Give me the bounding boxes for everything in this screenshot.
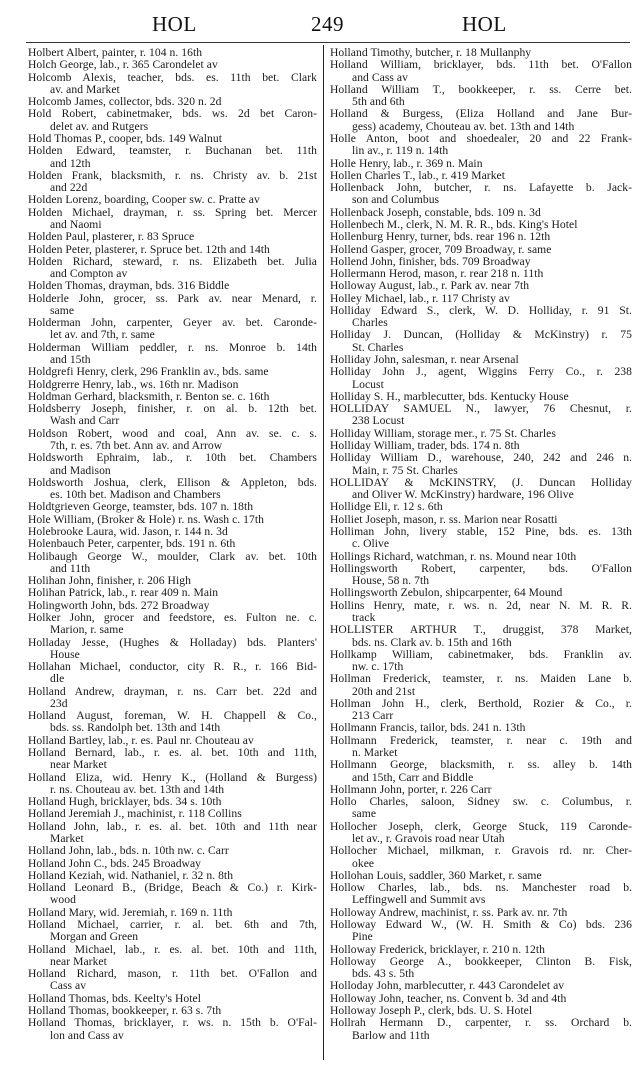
entry-continuation-line: Locust [352,377,384,391]
directory-entry [28,944,317,969]
entry-first-line: Hollermann Herod, mason, r. rear 218 n. 11th [330,267,544,281]
directory-entry [28,501,317,513]
entry-first-line: Holdman Gerhard, blacksmith, r. Benton se. c. 16th [28,389,270,403]
directory-entry [28,366,317,378]
directory-entry [330,280,632,292]
directory-entry [28,256,317,281]
entry-first-line: Holliday William D., warehouse, 240, 242 and 246 n. [330,451,632,465]
entry-first-line: Holden Frank, blacksmith, r. ns. Christy av. b. 21st [28,168,317,182]
entry-first-line: Hollocher Joseph, clerk, George Stuck, 119 Caronde- [330,819,632,833]
entry-continuation-line: and Naomi [50,217,102,231]
directory-entry [28,772,317,797]
entry-first-line: Holland William, bricklayer, bds. 11th bet. O'Fallon [330,58,632,72]
entry-first-line: Holdsworth Joshua, clerk, Ellison & Appleton, bds. [28,475,317,489]
entry-first-line: Hollings Richard, watchman, r. ns. Mound near 10th [330,549,577,563]
column-divider [323,45,324,1060]
entry-first-line: Holladay Jesse, (Hughes & Holladay) bds. Planters' [28,635,317,649]
entry-first-line: Holland & Burgess, (Eliza Holland and Jane Bur- [330,107,632,121]
entry-first-line: Hole William, (Broker & Hole) r. ns. Wash c. 17th [28,512,264,526]
entry-first-line: Hollman John H., clerk, Berthold, Rozier & Co., r. [330,696,632,710]
entry-first-line: Hollman Frederick, teamster, r. ns. Maiden Lane b. [330,672,632,686]
directory-entry [28,821,317,846]
entry-first-line: Holloway George A., bookkeeper, Clinton B. Fisk, [330,954,632,968]
entry-first-line: Holden Michael, drayman, r. ss. Spring bet. Mercer [28,205,317,219]
entry-first-line: Holdsworth Ephraim, lab., r. 10th bet. Chambers [28,451,317,465]
entry-continuation-line: av. and Market [50,82,120,96]
entry-first-line: Holland Michael, carrier, r. al. bet. 6th and 7th, [28,917,317,931]
entry-continuation-line: Leffingwell and Summit avs [352,893,486,907]
entry-continuation-line: near Market [50,954,107,968]
directory-entry [330,944,632,956]
entry-first-line: Holland Thomas, bookkeeper, r. 63 s. 7th [28,1003,222,1017]
header-left-guide-word: HOL [152,12,197,36]
entry-continuation-line: and Oliver W. McKinstry) hardware, 196 Olive [352,488,574,502]
directory-entry [28,808,317,820]
entry-continuation-line: bds. ns. Clark av. b. 15th and 16th [352,635,512,649]
entry-first-line: Hollahan Michael, conductor, city R. R., r. 166 Bid- [28,660,317,674]
directory-entry [28,845,317,857]
entry-continuation-line: dle [50,672,65,686]
directory-entry [330,673,632,698]
directory-entry [28,477,317,502]
entry-first-line: Hollidge Eli, r. 12 s. 6th [330,500,443,514]
entry-continuation-line: Barlow and 11th [352,1028,430,1042]
entry-first-line: Holcomb Alexis, teacher, bds. es. 11th bet. Clark [28,70,317,84]
entry-first-line: Hollohan Louis, saddler, 360 Market, r. same [330,868,542,882]
entry-first-line: Hollmann John, porter, r. 226 Carr [330,782,492,796]
entry-first-line: Holden Richard, steward, r. ns. Elizabeth bet. Julia [28,254,317,268]
entry-first-line: Holloday John, marblecutter, r. 443 Carondelet av [330,979,565,993]
directory-entry [330,59,632,84]
entry-first-line: Holloway August, lab., r. Park av. near 7th [330,279,530,293]
entry-continuation-line: bds. ss. Randolph bet. 13th and 14th [50,721,221,735]
entry-continuation-line: Morgan and Green [50,930,139,944]
directory-entry [330,980,632,992]
entry-continuation-line: n. Market [352,746,398,760]
directory-entry [330,882,632,907]
directory-entry [330,698,632,723]
entry-first-line: Holland John C., bds. 245 Broadway [28,856,202,870]
directory-entry [28,919,317,944]
directory-entry [330,551,632,563]
directory-entry [330,649,632,674]
entry-continuation-line: r. ns. Chouteau av. bet. 13th and 14th [50,782,225,796]
entry-first-line: Hollen Charles T., lab., r. 419 Market [330,168,506,182]
entry-first-line: Holingworth John, bds. 272 Broadway [28,598,210,612]
directory-entry [28,612,317,637]
directory-entry [330,305,632,330]
entry-first-line: HOLLIDAY SAMUEL N., lawyer, 76 Chesnut, r. [330,402,632,416]
entry-first-line: Holland Jeremiah J., machinist, r. 118 Collins [28,807,242,821]
directory-entry [330,108,632,133]
entry-continuation-line: Cass av [50,979,87,993]
entry-first-line: Holland Richard, mason, r. 11th bet. O'Fallon and [28,967,317,981]
entry-continuation-line: and 12th [50,156,91,170]
entry-first-line: Hollow Charles, lab., bds. ns. Manchester road b. [330,881,632,895]
directory-entry [330,722,632,734]
entry-first-line: Holden Edward, teamster, r. Buchanan bet. 11th [28,144,317,158]
entry-first-line: Hollend Gasper, grocer, 709 Broadway, r. same [330,242,552,256]
directory-entry [330,1017,632,1042]
entry-continuation-line: Market [50,832,84,845]
entry-first-line: Holland Thomas, bricklayer, r. ws. n. 15th b. O'Fal- [28,1016,317,1030]
entry-first-line: Holliday J. Duncan, (Holliday & McKinstry) r. 75 [330,328,632,342]
entry-continuation-line: okee [352,856,375,870]
entry-first-line: Holland Bernard, lab., r. es. al. bet. 10th and 11th, [28,746,317,760]
directory-entry [28,145,317,170]
entry-continuation-line: St. Charles [352,340,404,354]
page-header [0,12,640,42]
entry-continuation-line: lin av., r. 119 n. 14th [352,144,449,158]
entry-first-line: Holker John, grocer and feedstore, es. Fulton ne. c. [28,610,317,624]
entry-first-line: Hollenback John, butcher, r. ns. Lafayette b. Jack- [330,181,632,195]
entry-first-line: Holdgrerre Henry, lab., ws. 16th nr. Madison [28,377,239,391]
directory-entry [28,170,317,195]
directory-entry [330,796,632,821]
directory-entry [28,661,317,686]
directory-entry [28,194,317,206]
entry-first-line: Holloway John, teacher, ns. Convent b. 3d and 4th [330,991,567,1005]
directory-entry [28,108,317,133]
entry-first-line: Hollo Charles, saloon, Sidney sw. c. Columbus, r. [330,795,632,809]
entry-first-line: Holebrooke Laura, wid. Jason, r. 144 n. 3d [28,524,228,538]
entry-first-line: Holland August, foreman, W. H. Chappell & Co., [28,709,317,723]
entry-first-line: Hollmann George, blacksmith, r. ss. alley b. 14th [330,758,632,772]
directory-entry [28,637,317,662]
entry-first-line: Hollingsworth Robert, carpenter, bds. O'Fallon [330,561,632,575]
directory-entry [330,587,632,599]
entry-first-line: Holloway Edward W., (W. H. Smith & Co) bds. 236 [330,917,632,931]
entry-first-line: Holle Anton, boot and shoedealer, 20 and 22 Frank- [330,131,632,145]
entry-first-line: Holle Henry, lab., r. 369 n. Main [330,156,483,170]
directory-entry [28,1017,317,1042]
directory-entry [330,452,632,477]
directory-entry [330,329,632,354]
directory-entry [28,882,317,907]
directory-entry [330,403,632,428]
page-number: 249 [311,12,344,36]
entry-continuation-line: Pine [352,930,373,944]
entry-continuation-line: Main, r. 75 St. Charles [352,463,458,477]
entry-first-line: Holliday William, storage mer., r. 75 St. Charles [330,426,556,440]
entry-continuation-line: 5th and 6th [352,95,405,109]
entry-first-line: Holliman John, livery stable, 152 Pine, bds. es. 13th [330,524,632,538]
entry-continuation-line: and 15th, Carr and Biddle [352,770,474,784]
entry-continuation-line: c. Olive [352,537,390,551]
entry-first-line: Hollenburg Henry, turner, bds. rear 196 n. 12th [330,230,551,244]
entry-first-line: Hollenback Joseph, constable, bds. 109 n. 3d [330,205,541,219]
directory-entry [330,366,632,391]
entry-continuation-line: and Compton av [50,267,128,281]
directory-entry [330,244,632,256]
entry-continuation-line: same [50,303,75,317]
entry-continuation-line: House [50,647,80,661]
header-right-guide-word: HOL [462,12,507,36]
directory-entry [330,158,632,170]
entry-continuation-line: and Madison [50,463,111,477]
directory-entry [330,231,632,243]
directory-entry [28,280,317,292]
entry-first-line: Holdtgrieven George, teamster, bds. 107 n. 18th [28,500,254,514]
directory-entry [28,428,317,453]
directory-entry [28,59,317,71]
entry-continuation-line: 7th, r. es. 7th bet. Ann av. and Arrow [50,439,223,452]
entry-first-line: Holliet Joseph, mason, r. ss. Marion near Rosatti [330,512,558,526]
directory-entry [28,244,317,256]
entry-continuation-line: House, 58 n. 7th [352,574,430,588]
entry-continuation-line: delet av. and Rutgers [50,119,149,133]
entry-first-line: Hollrah Hermann D., carpenter, r. ss. Orchard b. [330,1016,632,1030]
directory-entry [28,317,317,342]
entry-continuation-line: wood [50,893,76,907]
directory-entry [330,477,632,502]
entry-first-line: Hollkamp William, cabinetmaker, bds. Franklin av. [330,647,632,661]
entry-continuation-line: 20th and 21st [352,684,416,698]
right-column [330,47,632,1042]
entry-first-line: Holibaugh George W., moulder, Clark av. bet. 10th [28,549,317,563]
directory-entry [28,342,317,367]
entry-first-line: Hollmann Francis, tailor, bds. 241 n. 13th [330,721,526,735]
directory-entry [28,538,317,550]
entry-first-line: Holland Michael, lab., r. es. al. bet. 10th and 11th, [28,942,317,956]
directory-entry [330,84,632,109]
entry-continuation-line: and 11th [50,561,91,575]
directory-entry [28,207,317,232]
directory-entry [28,72,317,97]
directory-entry [330,563,632,588]
directory-entry [330,501,632,513]
directory-entry [330,759,632,784]
entry-first-line: Holliday S. H., marblecutter, bds. Kentucky House [330,389,569,403]
entry-first-line: Holch George, lab., r. 365 Carondelet av [28,58,218,72]
directory-entry [330,919,632,944]
entry-first-line: Holdgrefi Henry, clerk, 296 Franklin av., bds. same [28,365,269,379]
entry-continuation-line: and 22d [50,181,88,195]
entry-first-line: Holland Hugh, bricklayer, bds. 34 s. 10th [28,795,222,809]
entry-first-line: Hollenbech M., clerk, N. M. R. R., bds. King's Hotel [330,217,578,231]
directory-entry [330,526,632,551]
entry-first-line: Holden Thomas, drayman, bds. 316 Biddle [28,279,230,293]
entry-first-line: HOLLIDAY & McKINSTRY, (J. Duncan Holliday [330,475,632,489]
entry-continuation-line: 238 Locust [352,414,405,428]
entry-first-line: Holland Bartley, lab., r. es. Paul nr. Chouteau av [28,733,254,747]
entry-first-line: Holland Eliza, wid. Henry K., (Holland & Burgess) [28,770,317,784]
entry-first-line: Holliday John, salesman, r. near Arsenal [330,353,519,367]
entry-first-line: Holenbauch Peter, carpenter, bds. 191 n. 6th [28,537,236,551]
left-column [28,47,317,1042]
directory-entry [28,587,317,599]
entry-first-line: Holden Peter, plasterer, r. Spruce bet. 12th and 14th [28,242,270,256]
directory-entry [28,710,317,735]
entry-first-line: Holdsberry Joseph, finisher, r. on al. b. 12th bet. [28,402,317,416]
entry-first-line: Holliday Edward S., clerk, W. D. Holliday, r. 91 St. [330,303,632,317]
entry-continuation-line: bds. 43 s. 5th [352,967,415,981]
entry-first-line: Holland John, lab., bds. n. 10th nw. c. Carr [28,844,229,858]
entry-first-line: HOLLISTER ARTHUR T., druggist, 378 Market, [330,623,632,637]
directory-entry [28,231,317,243]
entry-first-line: Holley Michael, lab., r. 117 Christy av [330,291,510,305]
entry-continuation-line: near Market [50,758,107,772]
directory-entry [28,686,317,711]
directory-entry [330,600,632,625]
entry-continuation-line: 23d [50,696,68,710]
entry-first-line: Holland Leonard B., (Bridge, Beach & Co.) r. Kirk- [28,881,317,895]
directory-entry [330,182,632,207]
entry-first-line: Holland Andrew, drayman, r. ns. Carr bet. 22d and [28,684,317,698]
entry-first-line: Hollmann Frederick, teamster, r. near c. 19th and [330,733,632,747]
entry-first-line: Holdson Robert, wood and coal, Ann av. se. c. s. [28,426,317,440]
entry-first-line: Holden Paul, plasterer, r. 83 Spruce [28,230,195,244]
entry-first-line: Hold Thomas P., cooper, bds. 149 Walnut [28,131,222,145]
entry-first-line: Hold Robert, cabinetmaker, bds. ws. 2d bet Caron- [28,107,317,121]
entry-continuation-line: let av., r. Gravois road near Utah [352,832,505,845]
entry-first-line: Holliday William, trader, bds. 174 n. 8th [330,439,520,452]
entry-first-line: Hollins Henry, mate, r. ws. n. 2d, near N. M. R. R. [330,598,632,612]
entry-first-line: Holland Timothy, butcher, r. 18 Mullanphy [330,46,532,59]
entry-continuation-line: let av. and 7th, r. same [50,328,155,342]
entry-first-line: Hollingsworth Zebulon, shipcarpenter, 64 Mound [330,586,563,600]
entry-first-line: Holihan Patrick, lab., r. rear 409 n. Main [28,586,219,600]
entry-first-line: Holbert Albert, painter, r. 104 n. 16th [28,46,203,59]
directory-entry [28,747,317,772]
directory-entry [330,735,632,760]
header-rule [26,42,630,43]
directory-entry [330,956,632,981]
entry-first-line: Holderman William peddler, r. ns. Monroe b. 14th [28,340,317,354]
entry-continuation-line: es. 10th bet. Madison and Chambers [50,488,221,502]
entry-first-line: Holland Thomas, bds. Keelty's Hotel [28,991,202,1005]
entry-continuation-line: Marion, r. same [50,623,124,637]
entry-continuation-line: same [352,807,377,821]
entry-continuation-line: 213 Carr [352,709,394,723]
directory-entry [28,293,317,318]
entry-continuation-line: lon and Cass av [50,1028,124,1042]
entry-first-line: Holihan John, finisher, r. 206 High [28,574,191,588]
directory-entry [28,968,317,993]
entry-continuation-line: and 15th [50,353,91,367]
entry-first-line: Holloway Joseph P., clerk, bds. U. S. Hotel [330,1003,533,1017]
directory-entry [28,551,317,576]
entry-first-line: Hollend John, finisher, bds. 709 Broadway [330,254,531,268]
entry-first-line: Holden Lorenz, boarding, Cooper sw. c. Pratte av [28,193,260,207]
entry-first-line: Holderle John, grocer, ss. Park av. near Menard, r. [28,291,317,305]
entry-first-line: Holloway Frederick, bricklayer, r. 210 n. 12th [330,942,545,956]
entry-first-line: Holliday John J., agent, Wiggins Ferry Co., r. 238 [330,365,632,379]
entry-continuation-line: Charles [352,316,388,330]
entry-first-line: Holland Mary, wid. Jeremiah, r. 169 n. 11th [28,905,233,919]
directory-entry [28,452,317,477]
directory-entry [330,624,632,649]
directory-entry [330,821,632,846]
directory-entry [330,133,632,158]
entry-continuation-line: nw. c. 17th [352,660,404,674]
entry-first-line: Holland Keziah, wid. Nathaniel, r. 32 n. 8th [28,868,234,882]
directory-entry [28,858,317,870]
entry-first-line: Holloway Andrew, machinist, r. ss. Park av. nr. 7th [330,905,568,919]
entry-first-line: Holcomb James, collector, bds. 320 n. 2d [28,95,222,109]
entry-continuation-line: track [352,610,376,624]
entry-continuation-line: and Cass av [352,70,408,84]
entry-continuation-line: Wash and Carr [50,414,120,428]
entry-continuation-line: son and Columbus [352,193,440,207]
entry-first-line: Holland William T., bookkeeper, r. ss. Cerre bet. [330,82,632,96]
entry-first-line: Holderman John, carpenter, Geyer av. bet. Caronde- [28,316,317,330]
entry-continuation-line: gess) academy, Chouteau av. bet. 13th and 14th [352,119,575,133]
entry-first-line: Hollocher Michael, milkman, r. Gravois rd. nr. Cher- [330,844,632,858]
directory-entry [330,845,632,870]
directory-entry [28,403,317,428]
entry-first-line: Holland John, lab., r. es. al. bet. 10th and 11th near [28,819,317,833]
